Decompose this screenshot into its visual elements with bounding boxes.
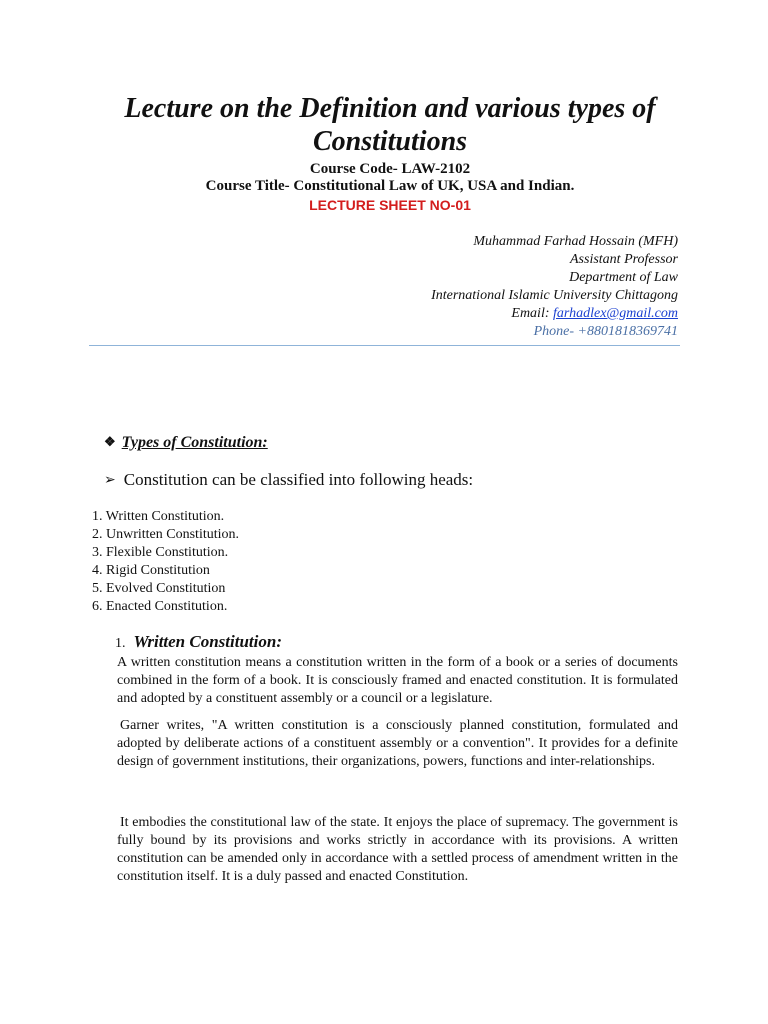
author-university: International Islamic University Chittagong (431, 288, 678, 303)
types-heading-text: Types of Constitution: (121, 434, 268, 451)
diamond-bullet-icon: ❖ (104, 434, 116, 449)
lecture-sheet-number: LECTURE SHEET NO-01 (309, 197, 471, 213)
list-item: 1. Written Constitution. (92, 509, 225, 524)
author-position: Assistant Professor (570, 252, 678, 267)
list-item: 6. Enacted Constitution. (92, 599, 228, 614)
paragraph: A written constitution means a constitution written in the form of a book or a series of documents combined in the form of a book. It is consciously framed and enacted constitution. It is formulated and adopted by a constituent assembly or a council or a legislature. (117, 655, 678, 706)
classification-intro (104, 470, 473, 491)
author-email-line (431, 305, 678, 323)
author-info (431, 233, 678, 341)
classification-intro-text: Constitution can be classified into following heads: (123, 470, 474, 489)
author-phone: Phone- +8801818369741 (533, 324, 678, 339)
document-title: Lecture on the Definition and various types of Constitutions (124, 93, 656, 157)
email-link[interactable]: farhadlex@gmail.com (553, 306, 678, 321)
course-title: Course Title- Constitutional Law of UK, USA and Indian. (205, 178, 575, 194)
subsection-title: Written Constitution: (133, 632, 282, 651)
paragraph: Garner writes, "A written constitution is a consciously planned constitution, formulated and adopted by deliberate actions of a constituent assembly or a convention". It provides for a definite design of government institutions, their organizations, powers, functions and inter-relationships. (117, 718, 678, 769)
header-divider (89, 345, 680, 346)
author-department: Department of Law (569, 270, 678, 285)
written-constitution-heading (115, 632, 282, 654)
list-item: 3. Flexible Constitution. (92, 545, 229, 560)
course-code: Course Code- LAW-2102 (309, 161, 471, 177)
email-label: Email: (511, 306, 553, 321)
types-section-heading (104, 432, 268, 453)
list-item: 5. Evolved Constitution (92, 581, 226, 596)
list-item: 2. Unwritten Constitution. (92, 527, 239, 542)
paragraph: It embodies the constitutional law of the state. It enjoys the place of supremacy. The government is fully bound by its provisions and works strictly in accordance with its provisions. A written constitution can be amended only in accordance with a settled process of amendment written in the constitution itself. It is a duly passed and enacted Constitution. (117, 815, 678, 884)
author-name: Muhammad Farhad Hossain (MFH) (473, 234, 678, 249)
subsection-number: 1. (115, 636, 126, 651)
constitution-types-list (92, 508, 239, 616)
list-item: 4. Rigid Constitution (92, 563, 210, 578)
arrowhead-bullet-icon: ➢ (104, 473, 116, 488)
